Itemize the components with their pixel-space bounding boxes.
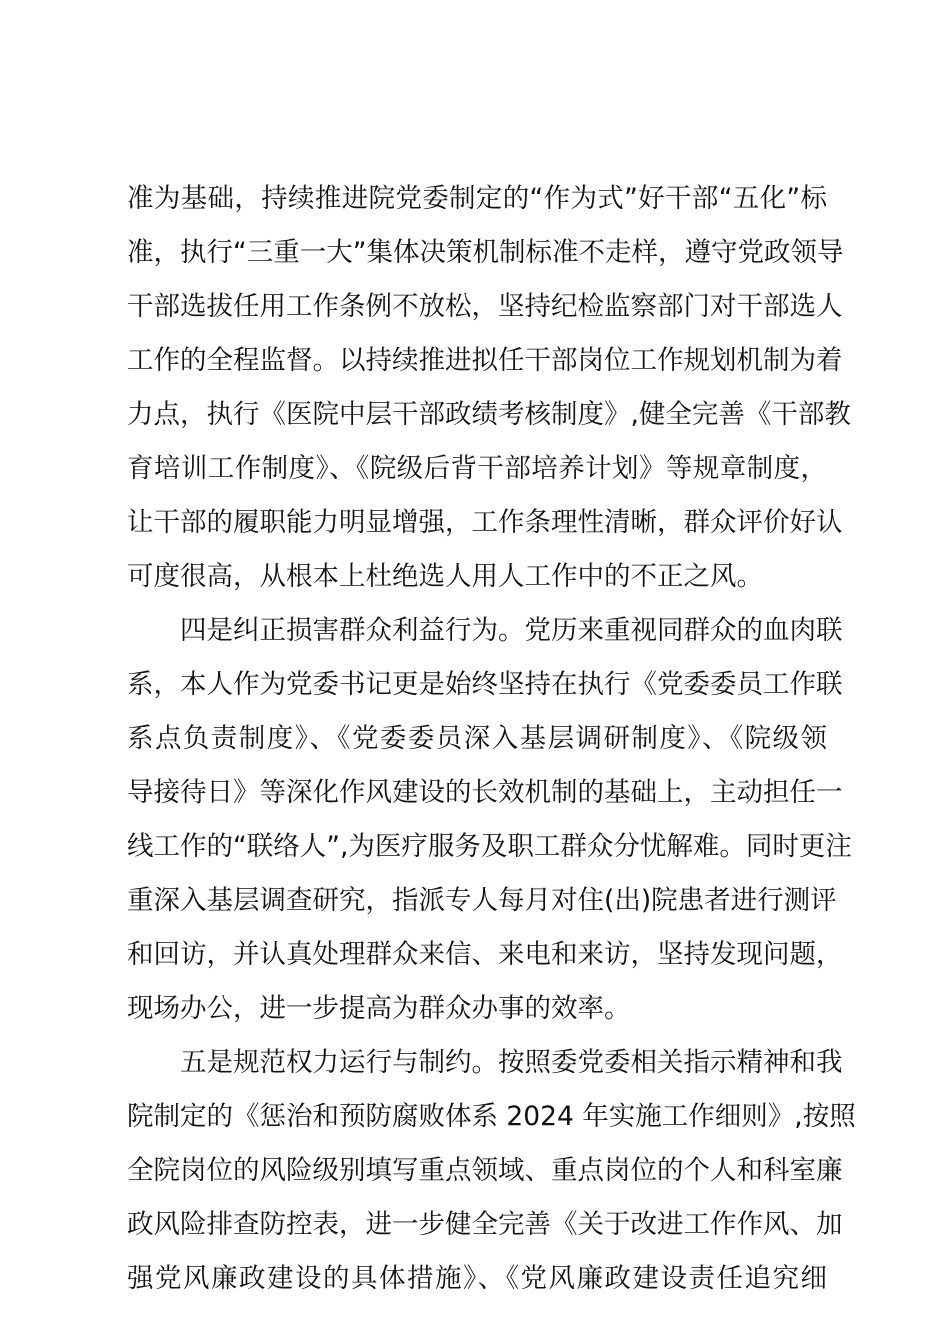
text-line: 院制定的《惩治和预防腐败体系 2024 年实施工作细则》,按照	[127, 1101, 856, 1132]
text-line: 准为基础，持续推进院党委制定的“作为式”好干部“五化”标	[127, 183, 827, 214]
text-line: 线工作的“联络人”,为医疗服务及职工群众分忧解难。同时更注	[127, 831, 852, 862]
text-line: 系，本人作为党委书记更是始终坚持在执行《党委委员工作联	[127, 669, 843, 700]
text-line: 工作的全程监督。以持续推进拟任干部岗位工作规划机制为着	[127, 345, 843, 376]
paragraph-start-line: 四是纠正损害群众利益行为。党历来重视同群众的血肉联	[180, 615, 843, 646]
text-line: 现场办公，进一步提高为群众办事的效率。	[127, 993, 631, 1024]
text-line: 全院岗位的风险级别填写重点领域、重点岗位的个人和科室廉	[127, 1155, 843, 1186]
text-line: 可度很高，从根本上杜绝选人用人工作中的不正之风。	[127, 561, 763, 592]
text-line: 准，执行“三重一大”集体决策机制标准不走样，遵守党政领导	[127, 237, 844, 268]
paragraph-start-line: 五是规范权力运行与制约。按照委党委相关指示精神和我	[180, 1047, 843, 1078]
body-text	[127, 172, 856, 1306]
text-line: 干部选拔任用工作条例不放松，坚持纪检监察部门对干部选人	[127, 291, 843, 322]
text-line: 力点，执行《医院中层干部政绩考核制度》,健全完善《干部教	[127, 399, 851, 430]
text-line: 让干部的履职能力明显增强，工作条理性清晰，群众评价好认	[127, 507, 843, 538]
text-line: 强党风廉政建设的具体措施》、《党风廉政建设责任追究细	[127, 1263, 827, 1294]
text-line: 系点负责制度》、《党委委员深入基层调研制度》、《院级领	[127, 723, 827, 754]
text-line: 和回访，并认真处理群众来信、来电和来访，坚持发现问题，	[127, 939, 843, 970]
text-line: 重深入基层调查研究，指派专人每月对住(出)院患者进行测评	[127, 885, 837, 916]
text-line: 政风险排查防控表，进一步健全完善《关于改进工作作风、加	[127, 1209, 843, 1240]
text-line: 导接待日》等深化作风建设的长效机制的基础上，主动担任一	[127, 777, 843, 808]
text-line: 育培训工作制度》、《院级后背干部培养计划》等规章制度，	[127, 453, 827, 484]
